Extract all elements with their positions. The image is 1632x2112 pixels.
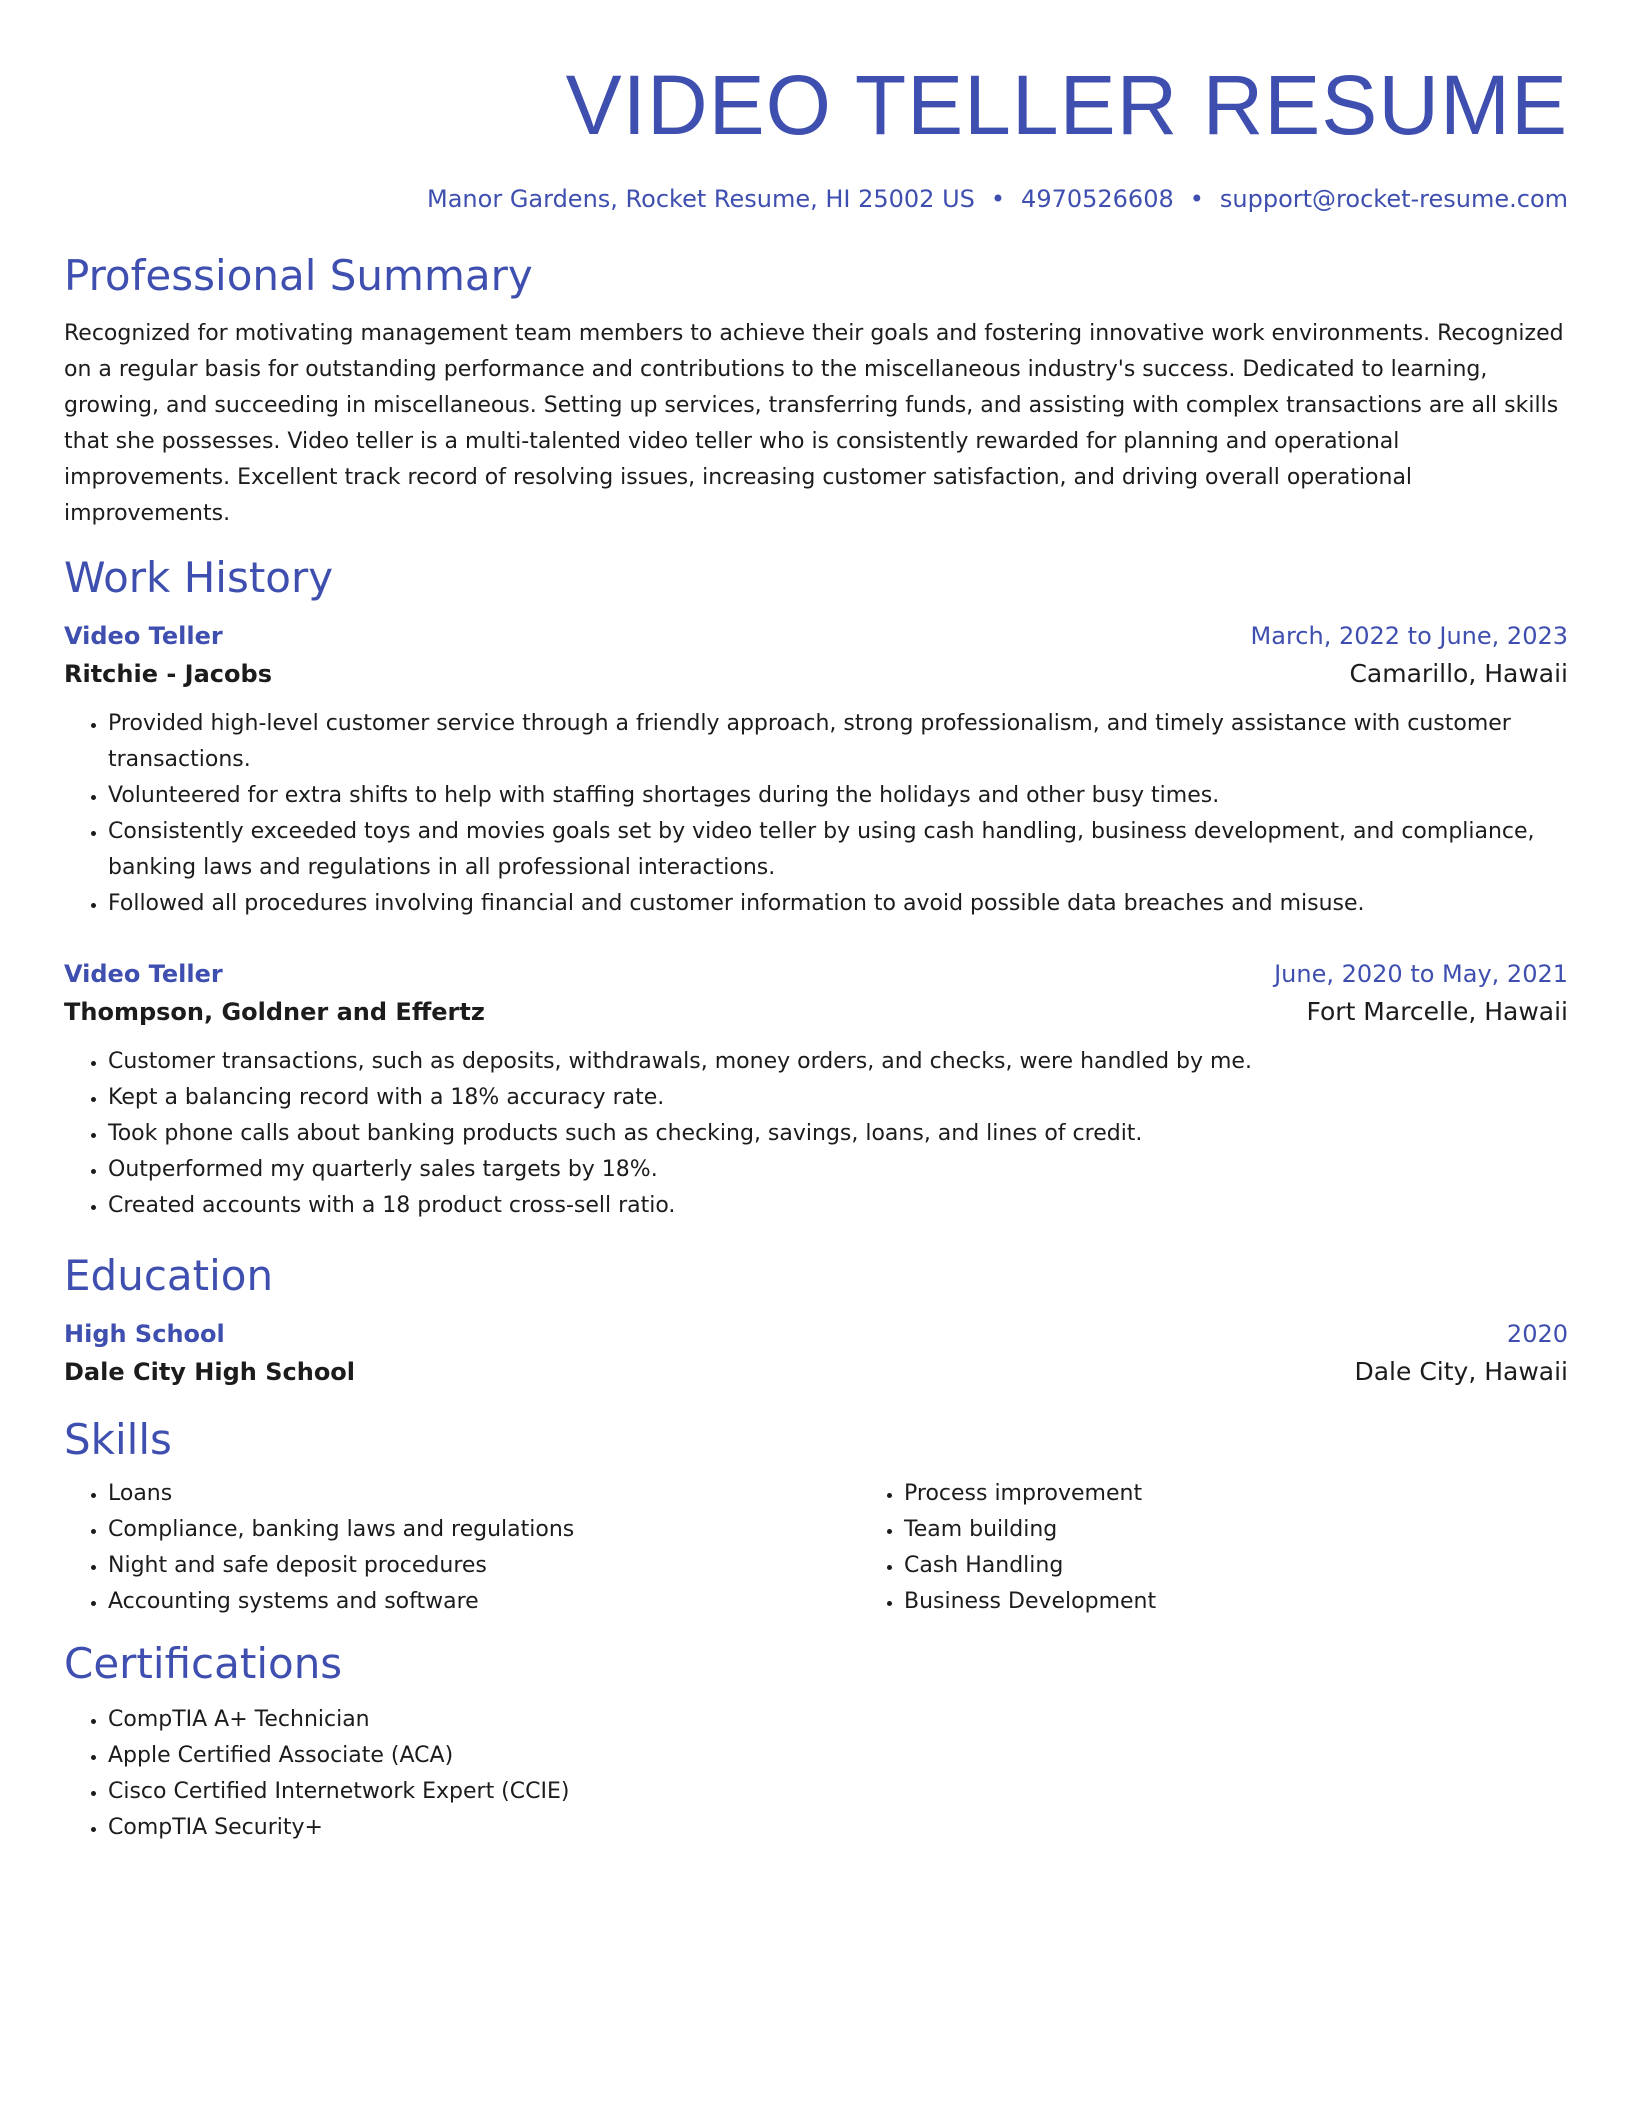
- skills-list: [64, 1476, 1568, 1620]
- education-degree: High School: [64, 1320, 225, 1348]
- education-location: Dale City, Hawaii: [1354, 1357, 1568, 1386]
- job-location: Camarillo, Hawaii: [1349, 659, 1568, 688]
- certification-item: • Apple Certified Associate (ACA): [108, 1738, 1568, 1774]
- education-year: 2020: [1506, 1320, 1568, 1348]
- job-bullet: • Kept a balancing record with a 18% accuracy rate.: [108, 1080, 1568, 1116]
- job-title: Video Teller: [64, 960, 223, 988]
- job-company: Ritchie - Jacobs: [64, 660, 272, 688]
- summary-heading: Professional Summary: [64, 251, 533, 300]
- job-entry: [64, 956, 1568, 1224]
- job-bullet: • Followed all procedures involving financial and customer information to avoid possible data breaches and misuse.: [108, 886, 1568, 922]
- job-bullet: • Volunteered for extra shifts to help with staffing shortages during the holidays and other busy times.: [108, 778, 1568, 814]
- summary-text: Recognized for motivating management team members to achieve their goals and fostering innovative work environments. Recognized on a regular basis for outstanding performance and contributions to the miscellaneous industry's success. Dedicated to learning, growing, and succeeding in miscellaneous. Setting up services, transferring funds, and assisting with complex transactions are all skills that she possesses. Video teller is a multi-talented video teller who is consistently rewarded for planning and operational improvements. Excellent track record of resolving issues, increasing customer satisfaction, and driving overall operational improvements.: [64, 321, 1564, 526]
- job-title: Video Teller: [64, 622, 223, 650]
- skill-item: • Night and safe deposit procedures: [108, 1548, 860, 1584]
- job-bullets: [64, 706, 1568, 922]
- skills-heading: Skills: [64, 1415, 172, 1464]
- contact-email: support@rocket-resume.com: [1219, 185, 1568, 213]
- skill-item: • Loans: [108, 1476, 860, 1512]
- job-bullet: • Outperformed my quarterly sales targets by 18%.: [108, 1152, 1568, 1188]
- job-dates: June, 2020 to May, 2021: [1274, 960, 1568, 988]
- education-heading: Education: [64, 1251, 274, 1300]
- education-entry: [64, 1316, 1568, 1392]
- education-school: Dale City High School: [64, 1358, 356, 1386]
- contact-address: Manor Gardens, Rocket Resume, HI 25002 US: [427, 185, 975, 213]
- skill-item: • Cash Handling: [904, 1548, 1632, 1584]
- job-company: Thompson, Goldner and Effertz: [64, 998, 485, 1026]
- job-bullet: • Provided high-level customer service through a friendly approach, strong professionalism, and timely assistance with customer transactions.: [108, 706, 1568, 778]
- certification-item: • CompTIA Security+: [108, 1810, 1568, 1846]
- job-bullet: • Took phone calls about banking products such as checking, savings, loans, and lines of credit.: [108, 1116, 1568, 1152]
- contact-phone: 4970526608: [1021, 185, 1174, 213]
- work-history-heading: Work History: [64, 553, 334, 602]
- job-dates: March, 2022 to June, 2023: [1250, 622, 1568, 650]
- job-bullet: • Created accounts with a 18 product cross-sell ratio.: [108, 1188, 1568, 1224]
- skill-item: • Accounting systems and software: [108, 1584, 860, 1620]
- skills-column-left: [64, 1476, 860, 1620]
- skill-item: • Process improvement: [904, 1476, 1632, 1512]
- certification-item: • CompTIA A+ Technician: [108, 1702, 1568, 1738]
- job-location: Fort Marcelle, Hawaii: [1306, 997, 1568, 1026]
- certifications-heading: Certifications: [64, 1639, 343, 1688]
- skill-item: • Compliance, banking laws and regulations: [108, 1512, 860, 1548]
- contact-line: [64, 182, 1568, 216]
- certifications-list: [64, 1702, 1568, 1846]
- skill-item: • Business Development: [904, 1584, 1632, 1620]
- job-bullets: [64, 1044, 1568, 1224]
- skills-column-right: [860, 1476, 1632, 1620]
- job-entry: [64, 618, 1568, 922]
- skill-item: • Team building: [904, 1512, 1632, 1548]
- job-bullet: • Customer transactions, such as deposits, withdrawals, money orders, and checks, were handled by me.: [108, 1044, 1568, 1080]
- separator-dot: •: [1189, 185, 1204, 213]
- certification-item: • Cisco Certified Internetwork Expert (CCIE): [108, 1774, 1568, 1810]
- job-bullet: • Consistently exceeded toys and movies goals set by video teller by using cash handling, business development, and compliance, banking laws and regulations in all professional interactions.: [108, 814, 1568, 886]
- resume-title: VIDEO TELLER RESUME: [565, 58, 1568, 152]
- separator-dot: •: [990, 185, 1006, 213]
